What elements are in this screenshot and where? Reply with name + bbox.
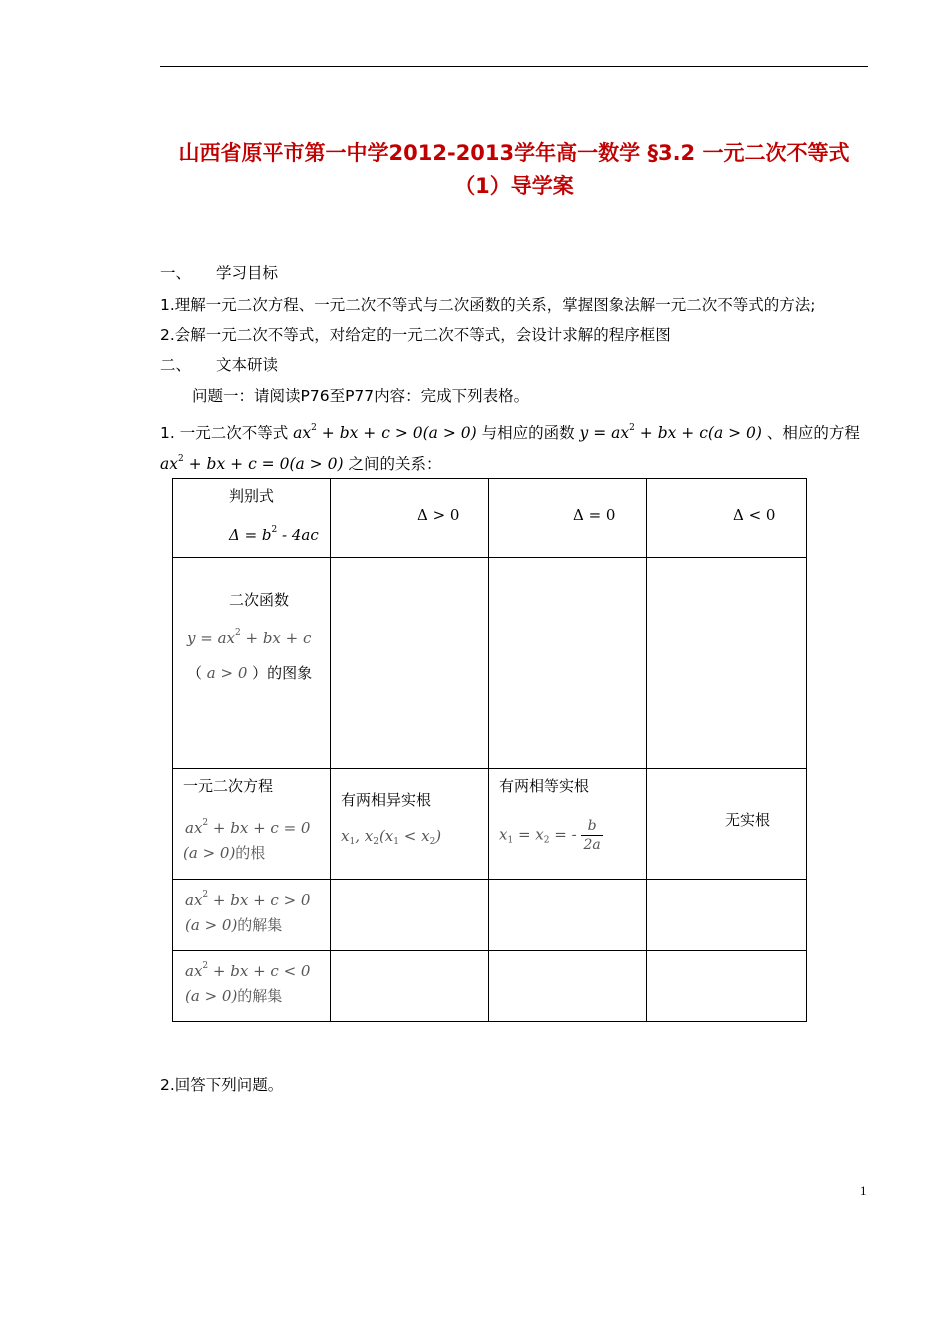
equation-formula: $ax^2$ + bx + c = 0(a > 0) — [160, 454, 344, 473]
discriminant-label: 判别式 — [229, 487, 275, 505]
graph-label-cell — [173, 558, 331, 769]
roots-label-cell — [173, 769, 331, 880]
lt-suffix: 的解集 — [237, 987, 283, 1005]
graph-cell-negative — [647, 558, 807, 769]
two-distinct-roots: 有两相异实根 — [341, 791, 432, 809]
item-2: 2.回答下列问题。 — [160, 1076, 284, 1094]
lt-condition — [185, 985, 282, 1006]
item1-prefix: 1. 一元二次不等式 — [160, 424, 289, 442]
table-row-roots — [173, 769, 807, 880]
gt-suffix: 的解集 — [237, 916, 283, 934]
relationship-table — [172, 478, 807, 1022]
item1-line1 — [160, 421, 860, 443]
header-delta-positive-cell — [331, 479, 489, 558]
graph-cell-positive — [331, 558, 489, 769]
lt-cell-positive — [331, 951, 489, 1022]
distinct-roots-formula: $x_1$, $x_2(x_1 < x_2)$ — [341, 827, 442, 847]
table-row-gt — [173, 880, 807, 951]
graph-suffix: ）的图象 — [252, 664, 313, 682]
header-delta-negative-cell — [647, 479, 807, 558]
two-equal-roots: 有两相等实根 — [499, 777, 590, 795]
document-title-line2: （1）导学案 — [454, 174, 574, 198]
table-row-header — [173, 479, 807, 558]
header-label-cell — [173, 479, 331, 558]
header-delta-zero-cell — [489, 479, 647, 558]
roots-condition-formula: (a > 0) — [183, 844, 236, 862]
lt-condition-formula: (a > 0) — [185, 987, 238, 1005]
gt-cell-zero — [489, 880, 647, 951]
roots-cell-negative — [647, 769, 807, 880]
document-title-line1: 山西省原平市第一中学2012-2013学年高一数学 §3.2 一元二次不等式 — [178, 141, 850, 165]
graph-condition-formula: a > 0 — [202, 664, 253, 682]
gt-label-cell — [173, 880, 331, 951]
lt-cell-zero — [489, 951, 647, 1022]
page-number: 1 — [860, 1183, 867, 1198]
item1-mid: 与相应的函数 — [481, 424, 575, 442]
gt-cell-positive — [331, 880, 489, 951]
equal-roots-formula: $x_1 = x_2$ = - $\frac{b}{2a}$ — [499, 818, 601, 853]
header-rule — [160, 66, 868, 67]
goal-2: 2.会解一元二次不等式，对给定的一元二次不等式，会设计求解的程序框图 — [160, 326, 671, 344]
section1-heading: 学习目标 — [216, 264, 279, 282]
goal-1: 1.理解一元二次方程、一元二次不等式与二次函数的关系，掌握图象法解一元二次不等式的方法; — [160, 296, 816, 314]
function-formula: $y = ax^2$ + bx + c(a > 0) — [579, 423, 762, 442]
no-real-roots: 无实根 — [725, 811, 771, 829]
graph-condition — [187, 662, 312, 683]
graph-label: 二次函数 — [229, 591, 290, 609]
roots-cell-zero — [489, 769, 647, 880]
lt-label-cell — [173, 951, 331, 1022]
graph-open-paren: （ — [187, 664, 203, 682]
gt-cell-negative — [647, 880, 807, 951]
function-label-formula: $y = ax^2$ + bx + c — [187, 628, 312, 647]
inequality-formula: $ax^2$ + bx + c > 0(a > 0) — [293, 423, 477, 442]
table-row-lt — [173, 951, 807, 1022]
roots-condition — [183, 842, 265, 863]
roots-equation-formula: $ax^2$ + bx + c = 0 — [185, 818, 311, 837]
roots-cell-positive — [331, 769, 489, 880]
item1-end: 之间的关系： — [348, 455, 442, 473]
section2-heading: 文本研读 — [216, 356, 279, 374]
question-1: 问题一：请阅读P76至P77内容：完成下列表格。 — [192, 387, 530, 405]
lt-inequality-formula: $ax^2$ + bx + c < 0 — [185, 961, 311, 980]
section2-number: 二、 — [160, 356, 192, 374]
discriminant-formula: $\Delta = b^2 - 4ac$ — [229, 525, 319, 544]
delta-zero: Δ = 0 — [573, 506, 616, 524]
roots-suffix: 的根 — [235, 844, 266, 862]
delta-positive: Δ > 0 — [417, 506, 460, 524]
graph-cell-zero — [489, 558, 647, 769]
item1-line2 — [160, 452, 441, 474]
gt-condition-formula: (a > 0) — [185, 916, 238, 934]
gt-condition — [185, 914, 282, 935]
item1-mid2: 、相应的方程 — [766, 424, 860, 442]
gt-inequality-formula: $ax^2$ + bx + c > 0 — [185, 890, 311, 909]
table-row-graph — [173, 558, 807, 769]
section1-number: 一、 — [160, 264, 192, 282]
delta-negative: Δ < 0 — [733, 506, 776, 524]
fraction-b-over-2a: $\frac{b}{2a}$ — [583, 818, 601, 853]
roots-label: 一元二次方程 — [183, 777, 274, 795]
lt-cell-negative — [647, 951, 807, 1022]
